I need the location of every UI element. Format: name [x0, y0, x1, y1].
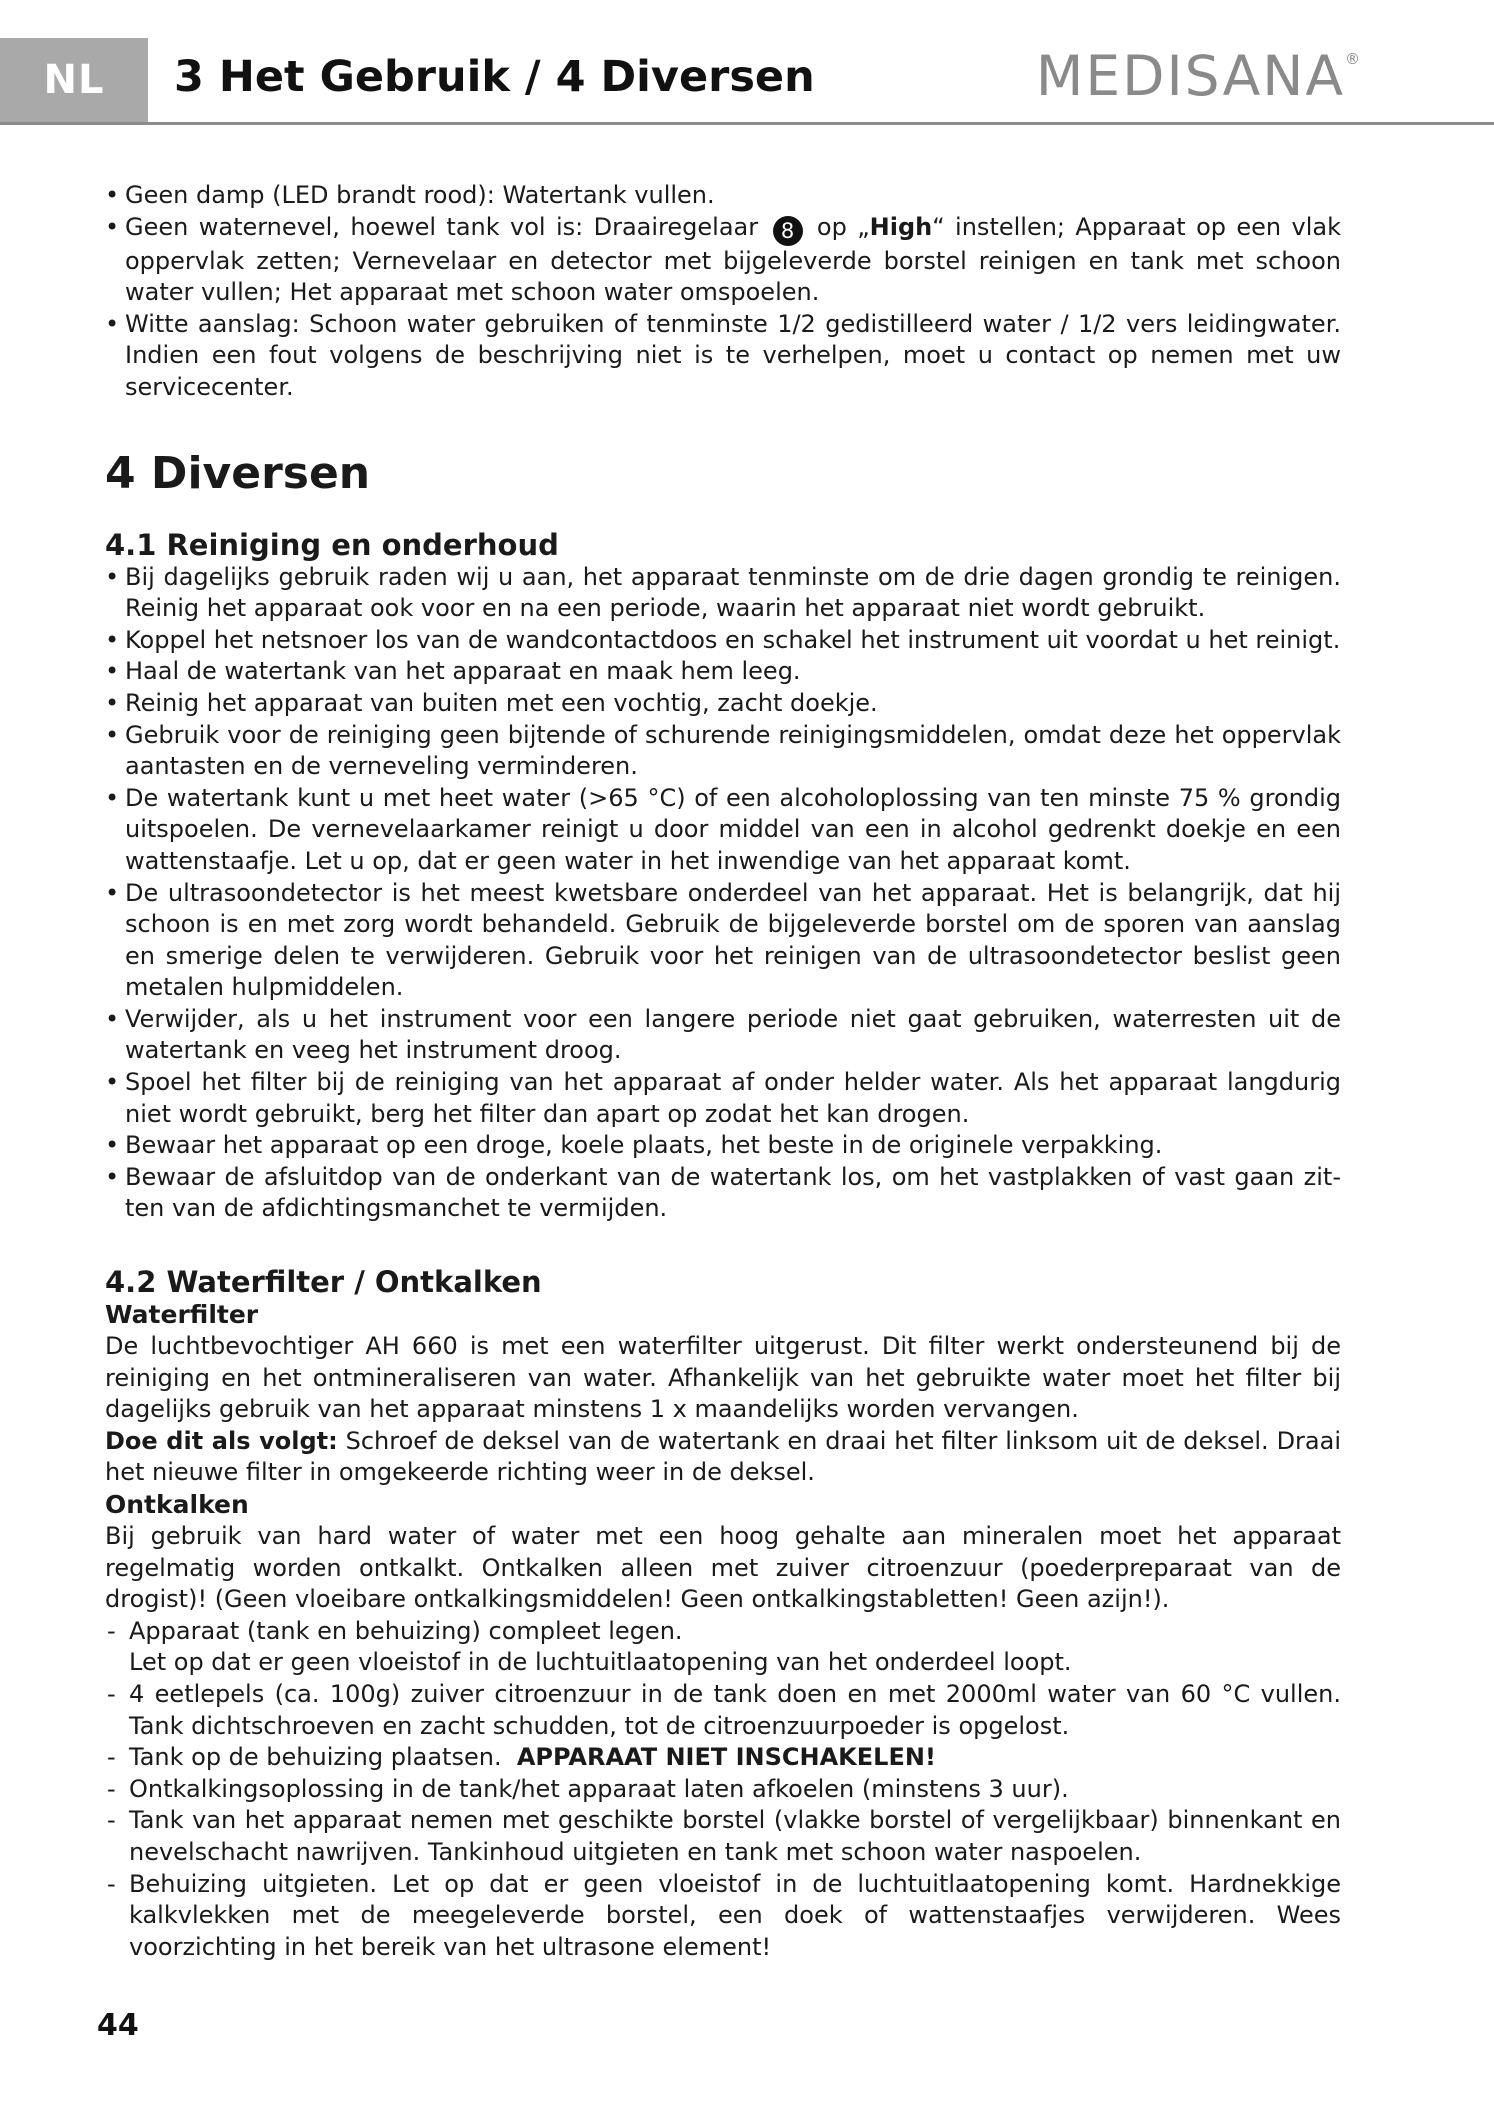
- step-text: Tank op de behuizing plaatsen.: [129, 1743, 502, 1772]
- brand-logo: [1036, 44, 1362, 108]
- list-item: • De ultrasoondetector is het meest kwetsbare onderdeel van het apparaat. Het is belangrijk, dat hij schoon is en met zorg wordt behandeld. Gebruik de bijgeleverde borstel om de sporen van aanslag en smerige delen te verwijderen. Gebruik voor het reinigen van de ultrasoondetector beslist geen metalen hulpmiddelen.: [105, 878, 1341, 1004]
- list-item: • Koppel het netsnoer los van de wandcontactdoos en schakel het instrument uit voordat u het reinigt.: [105, 625, 1341, 657]
- list-item-text: Geen waternevel, hoewel tank vol is: Draairegelaar: [125, 212, 759, 241]
- descaling-paragraph: Bij gebruik van hard water of water met een hoog gehalte aan mineralen moet het apparaat regelmatig worden ontkalkt. Ontkalken alleen met zuiver citroenzuur (poederpreparaat van de drogist)! (Geen vloeibare ontkalkingsmiddelen! Geen ontkalkingstabletten! Geen azijn!).: [105, 1522, 1341, 1614]
- page-content: [105, 180, 1341, 1963]
- waterfilter-paragraph: De luchtbevochtiger AH 660 is met een waterfilter uitgerust. Dit filter werkt ondersteunend bij de reiniging en het ontmineraliseren van water. Afhankelijk van het gebruikte water moet het filter bij dagelijks gebruik van het apparaat minstens 1 x maandelijks worden vervangen.: [105, 1332, 1341, 1424]
- list-item: • Reinig het apparaat van buiten met een vochtig, zacht doekje.: [105, 688, 1341, 720]
- descaling-steps: [105, 1616, 1341, 1964]
- howto-paragraph: [105, 1426, 1341, 1489]
- step-text: Apparaat (tank en behuizing) compleet legen.: [129, 1616, 683, 1645]
- subsection-heading: 4.1 Reiniging en onderhoud: [105, 527, 559, 562]
- setting-high: High: [869, 212, 933, 241]
- subsection-heading: 4.2 Waterfilter / Ontkalken: [105, 1265, 542, 1300]
- page-title: 3 Het Gebruik / 4 Diversen: [174, 52, 815, 102]
- list-item: • Geen damp (LED brandt rood): Watertank vullen.: [105, 180, 1341, 212]
- list-item: • Verwijder, als u het instrument voor een langere periode niet gaat gebruiken, waterresten uit de watertank en veeg het instrument droog.: [105, 1004, 1341, 1067]
- howto-label: Doe dit als volgt:: [105, 1426, 338, 1455]
- cleaning-list: [105, 562, 1341, 1225]
- page-header: [0, 0, 1494, 124]
- list-item: [105, 212, 1341, 309]
- step-item: - Behuizing uitgieten. Let op dat er geen vloeistof in de luchtuitlaatopening komt. Hardnekkige kalkvlekken met de meegeleverde borstel, een doek of wattenstaafjes verwijderen. Wees voorzichting in het bereik van het ultrasone element!: [105, 1869, 1341, 1964]
- language-tab: NL: [0, 38, 148, 122]
- warning-text: APPARAAT NIET INSCHAKELEN!: [516, 1743, 936, 1772]
- list-item: • Witte aanslag: Schoon water gebruiken of tenminste 1/2 gedistilleerd water / 1/2 vers leidingwater. Indien een fout volgens de beschrijving niet is te verhelpen, moet u contact op nemen met uw servicecenter.: [105, 309, 1341, 404]
- list-item: • De watertank kunt u met heet water (>65 °C) of een alcoholoplossing van ten minste 75 % grondig uitspoelen. De vernevelaarkamer reinigt u door middel van een in alcohol gedrenkt doekje en een wattenstaafje. Let u op, dat er geen water in het inwendige van het apparaat komt.: [105, 783, 1341, 878]
- waterfilter-heading: Waterfilter: [105, 1300, 259, 1330]
- section-heading: 4 Diversen: [105, 447, 371, 499]
- step-item: - 4 eetlepels (ca. 100g) zuiver citroenzuur in de tank doen en met 2000ml water van 60 °C vullen. Tank dichtschroeven en zacht schudden, tot de citroenzuurpoeder is opgelost.: [105, 1679, 1341, 1742]
- list-item: • Bewaar de afsluitdop van de onderkant van de watertank los, om het vastplakken of vast gaan zit-ten van de afdichtingsmanchet te vermijden.: [105, 1162, 1341, 1225]
- brand-name: MEDISANA: [1035, 44, 1345, 108]
- list-item: • Bewaar het apparaat op een droge, koele plaats, het beste in de originele verpakking.: [105, 1130, 1341, 1162]
- control-number-badge: 8: [773, 216, 803, 246]
- list-item: • Gebruik voor de reiniging geen bijtende of schurende reinigingsmiddelen, omdat deze het oppervlak aantasten en de verneveling verminderen.: [105, 720, 1341, 783]
- step-text: Let op dat er geen vloeistof in de luchtuitlaatopening van het onderdeel loopt.: [129, 1648, 1072, 1677]
- registered-mark: ®: [1345, 50, 1362, 68]
- step-item: [105, 1742, 1341, 1774]
- header-divider: [0, 122, 1494, 125]
- list-item: • Haal de watertank van het apparaat en maak hem leeg.: [105, 656, 1341, 688]
- step-item: - Ontkalkingsoplossing in de tank/het apparaat laten afkoelen (minstens 3 uur).: [105, 1774, 1341, 1806]
- list-item: • Spoel het filter bij de reiniging van het apparaat af onder helder water. Als het apparaat langdurig niet wordt gebruikt, berg het filter dan apart op zodat het kan drogen.: [105, 1067, 1341, 1130]
- troubleshooting-list: [105, 180, 1341, 404]
- step-item: [105, 1616, 1341, 1679]
- list-item: • Bij dagelijks gebruik raden wij u aan, het apparaat tenminste om de drie dagen grondig te reinigen. Reinig het apparaat ook voor en na een periode, waarin het apparaat niet wordt gebruikt.: [105, 562, 1341, 625]
- howto-text: Schroef de deksel van de watertank en draai het filter linksom uit de deksel. Draai het nieuwe filter in omgekeerde richting weer in de deksel.: [105, 1426, 1341, 1487]
- page-number: 44: [97, 2008, 139, 2043]
- list-item-text: “ instellen; Apparaat op een vlak oppervlak zetten; Vernevelaar en detector met bijgeleverde borstel reinigen en tank met schoon water vullen; Het apparaat met schoon water omspoelen.: [125, 212, 1341, 307]
- descaling-heading: Ontkalken: [105, 1490, 249, 1519]
- list-item-text: op „: [816, 212, 870, 241]
- step-item: - Tank van het apparaat nemen met geschikte borstel (vlakke borstel of vergelijkbaar) binnenkant en nevelschacht nawrijven. Tankinhoud uitgieten en tank met schoon water naspoelen.: [105, 1805, 1341, 1868]
